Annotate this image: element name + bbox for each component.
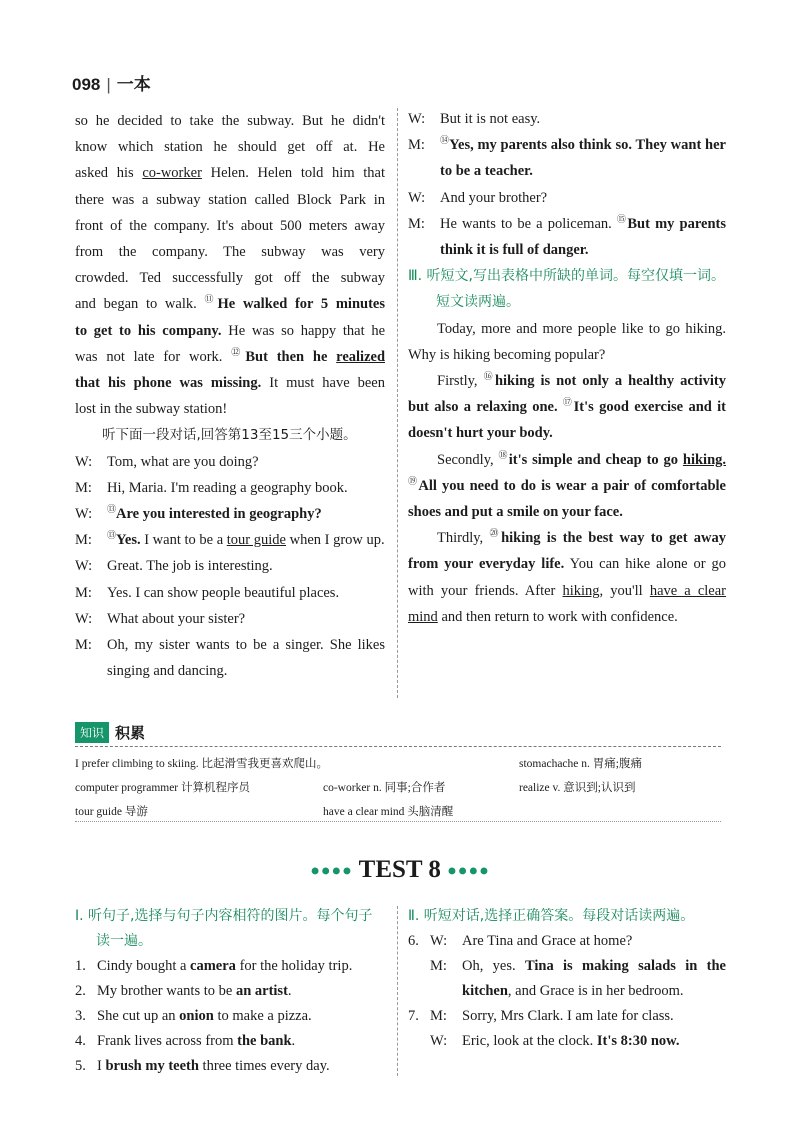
passage-line: asked his co-worker Helen. Helen told him that bbox=[75, 165, 386, 182]
knowledge-item: realize v. 意识到;认识到 bbox=[519, 782, 636, 794]
dialogue-line: W: But it is not easy. bbox=[408, 111, 541, 127]
dialogue-line: W: ⑬Are you interested in geography? bbox=[75, 504, 322, 523]
dialogue-line: W: What about your sister? bbox=[75, 610, 246, 627]
section-1 bbox=[75, 904, 385, 1079]
paragraph: Firstly, ⑯hiking is not only a healthy activity but also a relaxing one. ⑰It's good exercise and it doesn't hurt your body. bbox=[408, 371, 727, 442]
knowledge-item: computer programmer 计算机程序员 bbox=[75, 782, 251, 794]
paragraph: Today, more and more people like to go hiking. Why is hiking becoming popular? bbox=[408, 320, 726, 363]
passage-line: so he decided to take the subway. But he didn't bbox=[75, 113, 385, 129]
section-2-heading: Ⅱ. 听短对话,选择正确答案。每段对话读两遍。 bbox=[408, 908, 695, 924]
knowledge-title bbox=[75, 720, 721, 744]
paragraph: Secondly, ⑱it's simple and cheap to go hiking. ⑲All you need to do is wear a pair of comfortable shoes and put a smile on your face. bbox=[408, 449, 727, 521]
right-column bbox=[408, 106, 726, 630]
passage-line: lost in the subway station! bbox=[75, 401, 228, 418]
passage-line: that his phone was missing. It must have been bbox=[75, 375, 385, 392]
header-separator: | bbox=[106, 75, 111, 94]
decor-dots: ●●●● bbox=[310, 862, 353, 880]
brand-name: 一本 bbox=[116, 75, 151, 95]
divider bbox=[75, 821, 721, 822]
question-item: 1. Cindy bought a camera for the holiday trip. bbox=[75, 958, 353, 974]
test-heading: TEST 8 bbox=[358, 856, 441, 883]
question-item: W: Eric, look at the clock. It's 8:30 now. bbox=[430, 1033, 680, 1049]
question-item: 2. My brother wants to be an artist. bbox=[75, 983, 292, 999]
paragraph: Thirdly, ⑳hiking is the best way to get away from your everyday life. You can hike alone or go with your friends. After hiking, you'll have a clear mind and then return to work with confidence. bbox=[408, 528, 727, 625]
question-item: 4. Frank lives across from the bank. bbox=[75, 1033, 296, 1049]
dialogue-line: W: Tom, what are you doing? bbox=[75, 453, 259, 470]
dialogue-line: M: ⑬Yes. I want to be a tour guide when I grow up. bbox=[75, 530, 385, 549]
knowledge-item: co-worker n. 同事;合作者 bbox=[323, 782, 446, 794]
passage-line: to get to his company. He was so happy that he bbox=[75, 322, 386, 339]
question-item: 5. I brush my teeth three times every day. bbox=[75, 1058, 330, 1074]
passage-line: front of the company. It's about 500 meters away bbox=[75, 217, 385, 234]
question-item: 3. She cut up an onion to make a pizza. bbox=[75, 1008, 312, 1024]
dialogue-line: M: Oh, my sister wants to be a singer. She likes singing and dancing. bbox=[75, 637, 385, 680]
passage-line: was not late for work. ⑫But then he realized bbox=[75, 347, 386, 365]
knowledge-items bbox=[75, 747, 721, 821]
dialogue-line: W: Great. The job is interesting. bbox=[75, 558, 273, 575]
knowledge-item: tour guide 导游 bbox=[75, 806, 148, 818]
column-divider bbox=[397, 108, 398, 698]
test-title bbox=[0, 856, 800, 884]
section-1-heading: Ⅰ. 听句子,选择与句子内容相符的图片。每个句子读一遍。 bbox=[75, 908, 373, 949]
page-header bbox=[72, 70, 151, 95]
passage-line: know which station he should get off at. He bbox=[75, 139, 385, 156]
knowledge-heading: 积累 bbox=[115, 723, 146, 742]
knowledge-badge: 知识 bbox=[75, 722, 109, 743]
knowledge-item: I prefer climbing to skiing. 比起滑雪我更喜欢爬山。 bbox=[75, 758, 328, 770]
column-divider bbox=[397, 906, 398, 1076]
section-3-heading: Ⅲ. 听短文,写出表格中所缺的单词。每空仅填一词。短文读两遍。 bbox=[408, 268, 726, 311]
passage-line: from the company. The subway was very bbox=[75, 244, 385, 261]
section-2 bbox=[408, 904, 726, 1054]
dialogue-line: M: Yes. I can show people beautiful places. bbox=[75, 584, 340, 601]
question-item: M: Oh, yes. Tina is making salads in the kitchen, and Grace is in her bedroom. bbox=[430, 958, 726, 999]
page-number: 098 bbox=[72, 75, 101, 94]
passage-line: crowded. Ted successfully got off the subway bbox=[75, 270, 385, 287]
knowledge-item: stomachache n. 胃痛;腹痛 bbox=[519, 758, 642, 770]
dialogue-line: M: He wants to be a policeman. ⑮But my parents think it is full of danger. bbox=[408, 213, 726, 259]
knowledge-item: have a clear mind 头脑清醒 bbox=[323, 806, 454, 818]
dialogue-intro: 听下面一段对话,回答第13至15三个小题。 bbox=[102, 427, 357, 444]
dialogue-line: M: Hi, Maria. I'm reading a geography book. bbox=[75, 479, 348, 496]
passage-line: and began to walk. ⑪He walked for 5 minutes bbox=[75, 294, 385, 313]
passage-line: there was a subway station called Block Park in bbox=[75, 191, 385, 208]
left-column bbox=[75, 108, 385, 684]
question-item: 7. M: Sorry, Mrs Clark. I am late for class. bbox=[408, 1008, 674, 1024]
dialogue-line: M: ⑭Yes, my parents also think so. They want her to be a teacher. bbox=[408, 135, 726, 180]
question-item: 6. W: Are Tina and Grace at home? bbox=[408, 933, 633, 949]
knowledge-box bbox=[75, 720, 721, 822]
decor-dots: ●●●● bbox=[447, 862, 490, 880]
dialogue-line: W: And your brother? bbox=[408, 189, 548, 206]
